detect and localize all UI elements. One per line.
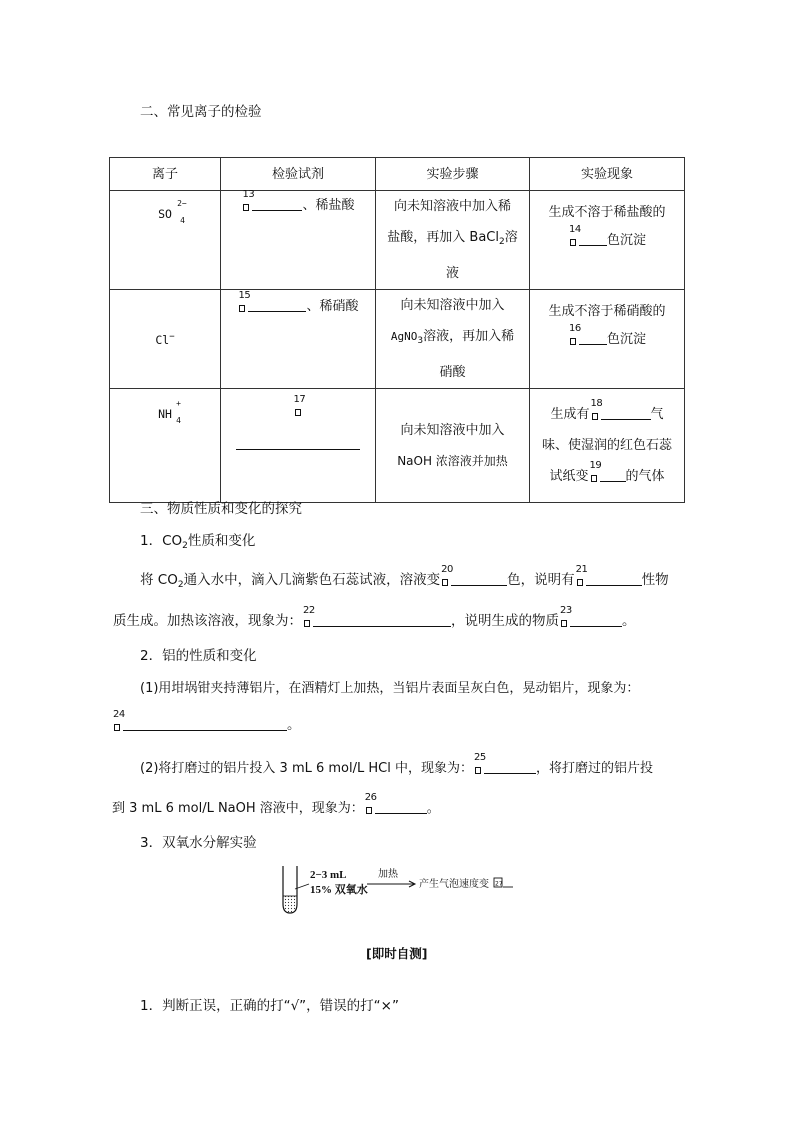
volume-label: 2−3 mL bbox=[310, 869, 347, 881]
blank-marker-17: 17 bbox=[294, 402, 303, 416]
answer-blank-25[interactable] bbox=[484, 761, 536, 774]
ion-chloride: Cl− bbox=[155, 332, 175, 347]
result-label: 产生气泡速度变 bbox=[419, 879, 489, 890]
blank-marker-20: 20 bbox=[441, 572, 450, 586]
steps-cell-sulfate: 向未知溶液中加入稀 盐酸，再加入 BaCl$_2$溶 液 bbox=[376, 191, 530, 290]
answer-blank-20[interactable] bbox=[451, 573, 507, 586]
blank-marker-25: 25 bbox=[474, 760, 483, 774]
answer-blank-18[interactable] bbox=[601, 407, 651, 420]
reagent-cell-sulfate: 13 、稀盐酸 bbox=[221, 191, 376, 290]
item-3-title: 3．双氧水分解实验 bbox=[140, 835, 257, 851]
blank-marker-13: 13 bbox=[242, 197, 251, 211]
item-2-title: 2．铝的性质和变化 bbox=[140, 648, 257, 664]
answer-blank-19[interactable] bbox=[600, 469, 626, 482]
peroxide-experiment-diagram bbox=[275, 862, 520, 916]
blank-marker-26: 26 bbox=[365, 800, 374, 814]
blank-marker-14: 14 bbox=[569, 232, 578, 246]
phenomenon-cell-chloride: 生成不溶于稀硝酸的 16 色沉淀 bbox=[530, 290, 685, 389]
table-header-row bbox=[110, 158, 685, 191]
answer-blank-21[interactable] bbox=[586, 573, 642, 586]
reagent-cell-chloride: 15 、稀硝酸 bbox=[221, 290, 376, 389]
table-row-sulfate bbox=[110, 191, 685, 290]
heat-label: 加热 bbox=[378, 869, 398, 880]
svg-text:27: 27 bbox=[495, 880, 503, 888]
right-arrow-icon bbox=[367, 881, 415, 887]
item-2-part-1: (1)用坩埚钳夹持薄铝片，在酒精灯上加热，当铝片表面呈灰白色，晃动铝片，现象为： bbox=[140, 681, 640, 696]
item-1-title: 1．$CO_2$性质和变化 bbox=[140, 533, 256, 551]
answer-blank-23[interactable] bbox=[570, 614, 622, 627]
answer-blank-14[interactable] bbox=[579, 233, 607, 246]
header-ion: 离子 bbox=[110, 158, 221, 191]
reagent-label: 15% 双氧水 bbox=[310, 884, 368, 896]
blank-marker-27 bbox=[494, 878, 503, 888]
item-2-part-2: (2)将打磨过的铝片投入 3 mL 6 mol/L HCl 中，现象为： 25 ，将打磨过的铝片投 bbox=[140, 752, 653, 776]
section-3-title: 三、物质性质和变化的探究 bbox=[140, 501, 302, 517]
answer-blank-26[interactable] bbox=[375, 801, 427, 814]
ion-test-table bbox=[109, 157, 685, 503]
blank-marker-15: 15 bbox=[238, 298, 247, 312]
item-2-part-1-answer: 24 。 bbox=[113, 709, 301, 733]
quiz-heading: [即时自测] bbox=[366, 946, 428, 961]
answer-blank-13[interactable] bbox=[252, 198, 302, 211]
answer-blank-16[interactable] bbox=[579, 332, 607, 345]
answer-blank-15[interactable] bbox=[248, 299, 306, 312]
phenomenon-cell-sulfate: 生成不溶于稀盐酸的 14 色沉淀 bbox=[530, 191, 685, 290]
ion-sulfate: SO 2− 4 bbox=[158, 199, 187, 225]
steps-cell-ammonium: 向未知溶液中加入 NaOH 浓溶液并加热 bbox=[376, 389, 530, 503]
blank-marker-24: 24 bbox=[113, 717, 122, 731]
ion-cell-sulfate bbox=[110, 191, 221, 290]
ion-cell-chloride bbox=[110, 290, 221, 389]
item-1-line-2: 质生成。加热该溶液，现象为： 22 ，说明生成的物质 23 。 bbox=[113, 605, 636, 629]
header-phenomenon: 实验现象 bbox=[530, 158, 685, 191]
section-2-title: 二、常见离子的检验 bbox=[140, 104, 262, 120]
item-2-part-2-line-2: 到 3 mL 6 mol/L NaOH 溶液中，现象为： 26 。 bbox=[112, 792, 440, 816]
steps-cell-chloride: 向未知溶液中加入 AgNO$_3$溶液，再加入稀 硝酸 bbox=[376, 290, 530, 389]
ion-ammonium: NH + 4 bbox=[158, 399, 181, 425]
blank-marker-23: 23 bbox=[560, 613, 569, 627]
answer-blank-24[interactable] bbox=[123, 718, 287, 731]
test-tube-icon bbox=[283, 866, 297, 913]
quiz-item-1: 1．判断正误，正确的打“√”，错误的打“×” bbox=[140, 998, 399, 1014]
phenomenon-cell-ammonium: 生成有 18 气 味、使湿润的红色石蕊 试纸变 19 的气体 bbox=[530, 389, 685, 503]
header-reagent: 检验试剂 bbox=[221, 158, 376, 191]
reagent-cell-ammonium bbox=[221, 389, 376, 503]
answer-blank-17[interactable] bbox=[236, 437, 360, 450]
item-1-line-1: 将 $CO_2$通入水中，滴入几滴紫色石蕊试液，溶液变 20 色，说明有 21 性物 bbox=[140, 564, 669, 590]
blank-marker-19: 19 bbox=[590, 468, 599, 482]
blank-marker-22: 22 bbox=[303, 613, 312, 627]
table-row-ammonium bbox=[110, 389, 685, 503]
blank-marker-18: 18 bbox=[591, 406, 600, 420]
blank-marker-21: 21 bbox=[576, 572, 585, 586]
table-row-chloride bbox=[110, 290, 685, 389]
answer-blank-22[interactable] bbox=[313, 614, 451, 627]
header-steps: 实验步骤 bbox=[376, 158, 530, 191]
ion-cell-ammonium bbox=[110, 389, 221, 503]
blank-marker-16: 16 bbox=[569, 331, 578, 345]
